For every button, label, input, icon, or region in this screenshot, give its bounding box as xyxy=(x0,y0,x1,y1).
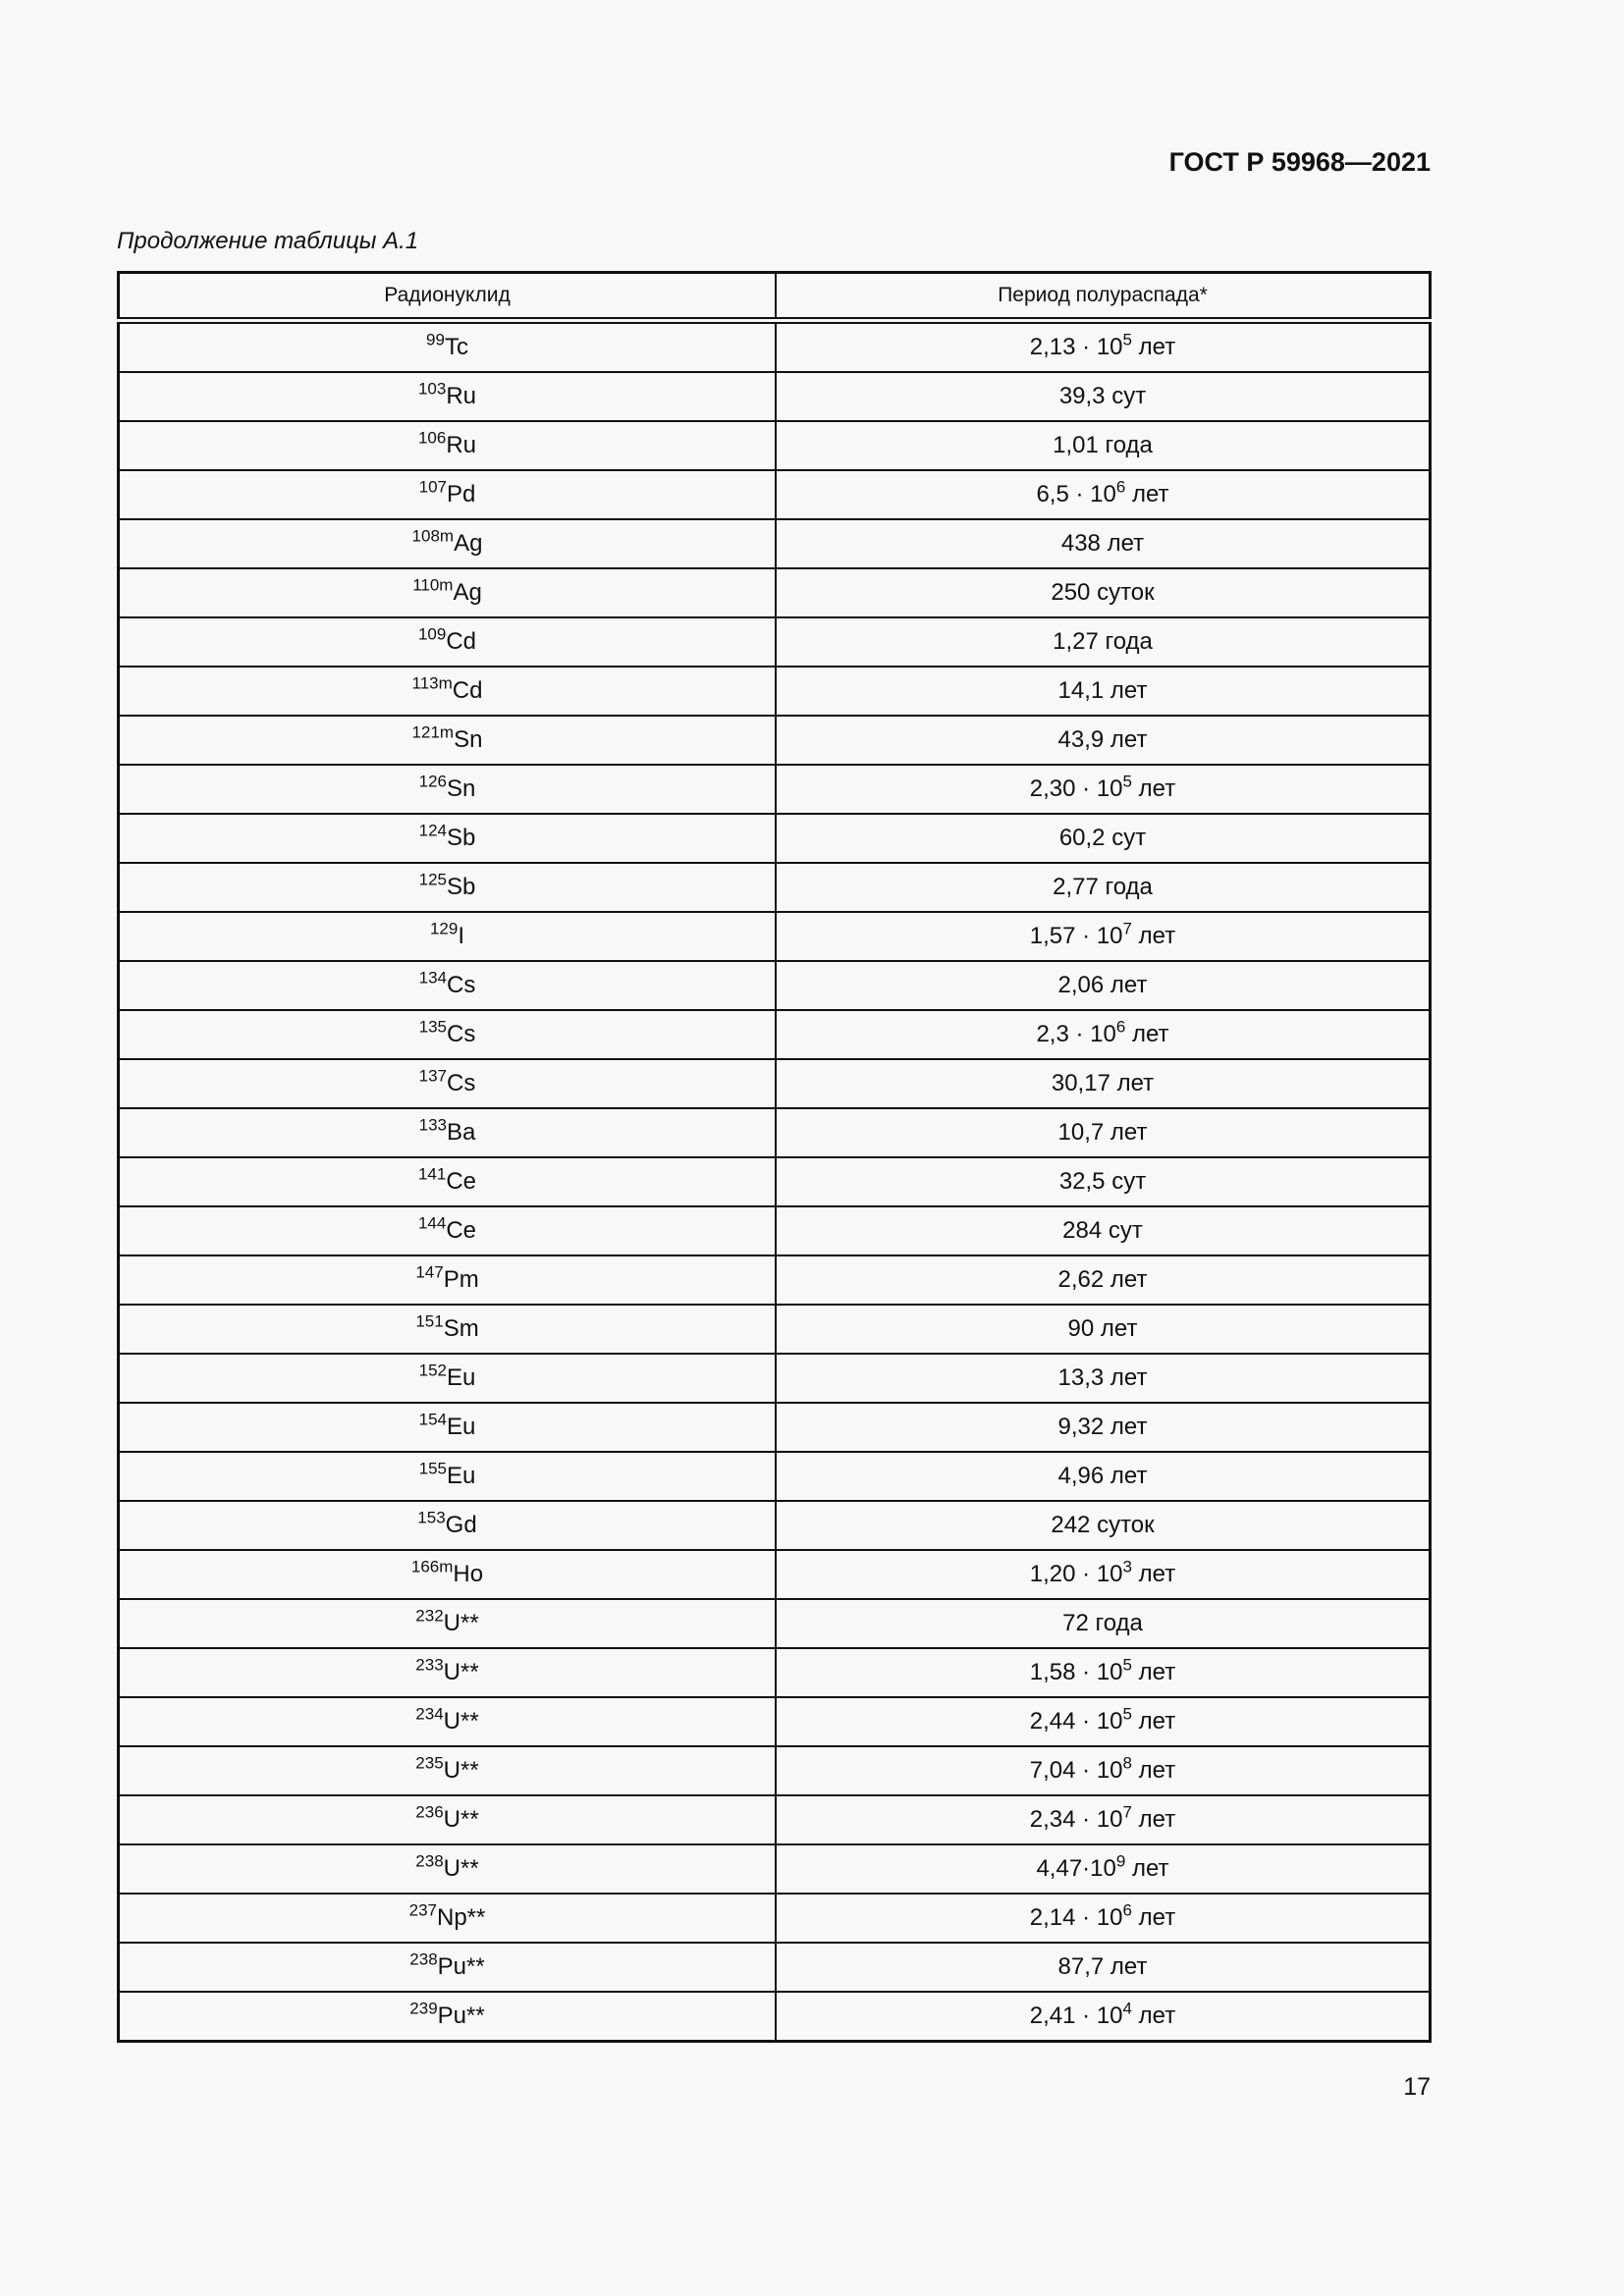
half-life-value: 1,58 · 10 xyxy=(1029,1659,1123,1685)
half-life-cell xyxy=(776,1501,1431,1550)
mass-number: 238 xyxy=(415,1851,444,1871)
element-symbol: Ho xyxy=(453,1561,484,1587)
half-life-value: 2,77 года xyxy=(1053,874,1153,900)
half-life-value: 30,17 лет xyxy=(1051,1070,1155,1096)
exponent: 5 xyxy=(1122,1704,1132,1724)
table-header-row xyxy=(119,273,1431,321)
mass-number: 238 xyxy=(409,1949,438,1969)
half-life-value: 60,2 сут xyxy=(1058,825,1147,851)
table-row xyxy=(119,1746,1431,1795)
table-row xyxy=(119,863,1431,912)
mass-number: 106 xyxy=(417,428,447,448)
unit: лет xyxy=(1125,1855,1169,1882)
half-life-value: 2,06 лет xyxy=(1057,972,1148,998)
half-life-cell xyxy=(776,765,1431,814)
element-symbol: Ce xyxy=(446,1217,477,1244)
element-symbol: Sb xyxy=(447,825,476,851)
radionuclide-cell xyxy=(119,519,777,568)
half-life-cell xyxy=(776,863,1431,912)
half-life-cell xyxy=(776,568,1431,617)
half-life-cell xyxy=(776,372,1431,421)
half-life-value: 438 лет xyxy=(1060,530,1145,557)
unit: лет xyxy=(1131,1904,1176,1931)
mass-number: 151 xyxy=(415,1311,444,1331)
element-symbol: Pu** xyxy=(437,2002,485,2029)
half-life-value: 4,47·10 xyxy=(1036,1855,1116,1882)
half-life-cell xyxy=(776,1550,1431,1599)
half-life-cell xyxy=(776,1059,1431,1108)
radionuclide-cell xyxy=(119,1844,777,1894)
radionuclide-cell xyxy=(119,1108,777,1157)
half-life-value: 242 суток xyxy=(1051,1512,1155,1538)
table-row xyxy=(119,321,1431,373)
element-symbol: Sb xyxy=(447,874,476,900)
mass-number: 234 xyxy=(415,1704,444,1724)
mass-number: 147 xyxy=(415,1262,444,1282)
half-life-cell xyxy=(776,716,1431,765)
half-life-value: 7,04 · 10 xyxy=(1029,1757,1123,1784)
element-symbol: U** xyxy=(443,1659,479,1685)
table-row xyxy=(119,421,1431,470)
mass-number: 135 xyxy=(418,1017,448,1037)
table-row xyxy=(119,1501,1431,1550)
element-symbol: Eu xyxy=(447,1463,476,1489)
mass-number: 113m xyxy=(411,673,453,693)
half-life-cell xyxy=(776,1108,1431,1157)
half-life-value: 2,34 · 10 xyxy=(1029,1806,1123,1833)
exponent: 6 xyxy=(1122,1900,1132,1920)
table-row xyxy=(119,1844,1431,1894)
table-row xyxy=(119,961,1431,1010)
element-symbol: U** xyxy=(443,1855,479,1882)
mass-number: 108m xyxy=(411,526,455,546)
element-symbol: U** xyxy=(443,1806,479,1833)
element-symbol: Cd xyxy=(452,677,483,704)
page-number: 17 xyxy=(1403,2073,1431,2101)
element-symbol: Np** xyxy=(437,1904,486,1931)
table-row xyxy=(119,372,1431,421)
half-life-cell xyxy=(776,1795,1431,1844)
unit: лет xyxy=(1131,2002,1176,2029)
element-symbol: Ba xyxy=(447,1119,476,1146)
half-life-value: 43,9 лет xyxy=(1057,726,1148,753)
table-row xyxy=(119,1795,1431,1844)
half-life-value: 1,57 · 10 xyxy=(1029,923,1123,949)
table-row xyxy=(119,1452,1431,1501)
mass-number: 110m xyxy=(412,575,454,595)
table-row xyxy=(119,1599,1431,1648)
mass-number: 239 xyxy=(409,1999,438,2018)
element-symbol: Ru xyxy=(446,432,477,458)
half-life-cell xyxy=(776,1943,1431,1992)
half-life-value: 87,7 лет xyxy=(1057,1953,1148,1980)
unit: лет xyxy=(1131,334,1176,360)
half-life-value: 90 лет xyxy=(1067,1315,1138,1342)
table-row xyxy=(119,1010,1431,1059)
unit: лет xyxy=(1131,923,1176,949)
radionuclide-cell xyxy=(119,1452,777,1501)
table-row xyxy=(119,716,1431,765)
half-life-cell xyxy=(776,1354,1431,1403)
mass-number: 144 xyxy=(417,1213,447,1233)
radionuclide-cell xyxy=(119,667,777,716)
column-header-half-life: Период полураспада* xyxy=(776,273,1431,321)
radionuclide-cell xyxy=(119,1501,777,1550)
element-symbol: Ru xyxy=(446,383,477,409)
half-life-value: 10,7 лет xyxy=(1057,1119,1148,1146)
mass-number: 233 xyxy=(415,1655,444,1675)
half-life-value: 2,30 · 10 xyxy=(1029,775,1123,802)
half-life-cell xyxy=(776,1599,1431,1648)
mass-number: 121m xyxy=(411,722,455,742)
half-life-cell xyxy=(776,1894,1431,1943)
exponent: 5 xyxy=(1122,330,1132,349)
element-symbol: Pu** xyxy=(437,1953,485,1980)
radionuclide-cell xyxy=(119,421,777,470)
half-life-value: 1,27 года xyxy=(1053,628,1153,655)
table-row xyxy=(119,568,1431,617)
table-row xyxy=(119,617,1431,667)
half-life-value: 1,01 года xyxy=(1053,432,1153,458)
half-life-cell xyxy=(776,1992,1431,2042)
element-symbol: Sn xyxy=(454,726,483,753)
half-life-cell xyxy=(776,421,1431,470)
exponent: 3 xyxy=(1122,1557,1132,1576)
radionuclide-cell xyxy=(119,1648,777,1697)
radionuclide-cell xyxy=(119,1746,777,1795)
radionuclide-cell xyxy=(119,1059,777,1108)
half-life-value: 2,3 · 10 xyxy=(1036,1021,1116,1047)
mass-number: 236 xyxy=(415,1802,444,1822)
radionuclide-cell xyxy=(119,1255,777,1305)
radionuclide-cell xyxy=(119,1206,777,1255)
mass-number: 125 xyxy=(418,870,447,889)
radionuclide-cell xyxy=(119,1157,777,1206)
mass-number: 155 xyxy=(418,1459,447,1478)
element-symbol: U** xyxy=(443,1610,479,1636)
mass-number: 235 xyxy=(415,1753,444,1773)
table-row xyxy=(119,1206,1431,1255)
table-row xyxy=(119,1354,1431,1403)
table-row xyxy=(119,1992,1431,2042)
element-symbol: Tc xyxy=(444,334,468,360)
exponent: 6 xyxy=(1115,1017,1126,1037)
element-symbol: Ag xyxy=(454,530,483,557)
half-life-cell xyxy=(776,912,1431,961)
table-row xyxy=(119,814,1431,863)
table-row xyxy=(119,1157,1431,1206)
radionuclide-cell xyxy=(119,372,777,421)
half-life-value: 14,1 лет xyxy=(1057,677,1148,704)
radionuclide-cell xyxy=(119,568,777,617)
radionuclide-cell xyxy=(119,912,777,961)
mass-number: 237 xyxy=(408,1900,437,1920)
mass-number: 232 xyxy=(415,1606,444,1626)
half-life-value: 2,62 лет xyxy=(1057,1266,1148,1293)
unit: лет xyxy=(1131,1757,1176,1784)
half-life-cell xyxy=(776,470,1431,519)
table-row xyxy=(119,1255,1431,1305)
mass-number: 124 xyxy=(418,821,447,840)
element-symbol: U** xyxy=(443,1757,479,1784)
half-life-cell xyxy=(776,321,1431,373)
mass-number: 107 xyxy=(418,477,447,497)
half-life-value: 6,5 · 10 xyxy=(1036,481,1116,507)
mass-number: 166m xyxy=(410,1557,454,1576)
radionuclide-cell xyxy=(119,1354,777,1403)
element-symbol: Cs xyxy=(447,1070,476,1096)
radionuclide-cell xyxy=(119,814,777,863)
element-symbol: Cs xyxy=(447,1021,476,1047)
exponent: 6 xyxy=(1115,477,1126,497)
radionuclide-cell xyxy=(119,321,777,373)
table-row xyxy=(119,1943,1431,1992)
exponent: 7 xyxy=(1122,919,1132,938)
radionuclide-cell xyxy=(119,1992,777,2042)
radionuclide-cell xyxy=(119,863,777,912)
element-symbol: U** xyxy=(443,1708,479,1735)
exponent: 5 xyxy=(1122,772,1132,791)
radionuclide-cell xyxy=(119,716,777,765)
half-life-cell xyxy=(776,1648,1431,1697)
table-row xyxy=(119,1550,1431,1599)
table-row xyxy=(119,1059,1431,1108)
document-code: ГОСТ Р 59968—2021 xyxy=(1168,147,1431,177)
half-life-value: 284 сут xyxy=(1062,1217,1143,1244)
half-life-table xyxy=(117,271,1432,2043)
half-life-cell xyxy=(776,1452,1431,1501)
unit: лет xyxy=(1131,1806,1176,1833)
element-symbol: Sn xyxy=(447,775,476,802)
half-life-cell xyxy=(776,1844,1431,1894)
table-caption: Продолжение таблицы А.1 xyxy=(117,228,419,254)
half-life-cell xyxy=(776,1403,1431,1452)
radionuclide-cell xyxy=(119,1550,777,1599)
half-life-value: 2,13 · 10 xyxy=(1029,334,1123,360)
element-symbol: Pd xyxy=(447,481,476,507)
radionuclide-cell xyxy=(119,1403,777,1452)
table-row xyxy=(119,912,1431,961)
mass-number: 99 xyxy=(426,330,445,349)
unit: лет xyxy=(1131,1659,1176,1685)
radionuclide-cell xyxy=(119,1599,777,1648)
mass-number: 137 xyxy=(418,1066,448,1086)
radionuclide-cell xyxy=(119,1010,777,1059)
column-header-radionuclide: Радионуклид xyxy=(119,273,777,321)
half-life-value: 39,3 сут xyxy=(1058,383,1147,409)
mass-number: 152 xyxy=(418,1361,447,1380)
half-life-value: 2,41 · 10 xyxy=(1029,2002,1123,2029)
element-symbol: Eu xyxy=(447,1364,476,1391)
exponent: 5 xyxy=(1122,1655,1132,1675)
mass-number: 129 xyxy=(429,919,459,938)
radionuclide-cell xyxy=(119,765,777,814)
element-symbol: Sm xyxy=(443,1315,479,1342)
half-life-value: 2,14 · 10 xyxy=(1029,1904,1123,1931)
element-symbol: Pm xyxy=(443,1266,479,1293)
half-life-cell xyxy=(776,1255,1431,1305)
radionuclide-cell xyxy=(119,617,777,667)
half-life-cell xyxy=(776,667,1431,716)
table-row xyxy=(119,470,1431,519)
mass-number: 133 xyxy=(418,1115,447,1135)
unit: лет xyxy=(1125,1021,1169,1047)
half-life-cell xyxy=(776,617,1431,667)
mass-number: 126 xyxy=(418,772,447,791)
element-symbol: Ce xyxy=(446,1168,477,1195)
element-symbol: Ag xyxy=(453,579,482,606)
exponent: 9 xyxy=(1115,1851,1126,1871)
unit: лет xyxy=(1125,481,1169,507)
half-life-cell xyxy=(776,1746,1431,1795)
table-row xyxy=(119,1305,1431,1354)
half-life-value: 250 суток xyxy=(1051,579,1155,606)
table-row xyxy=(119,1648,1431,1697)
element-symbol: Cd xyxy=(446,628,477,655)
element-symbol: Gd xyxy=(445,1512,477,1538)
exponent: 7 xyxy=(1122,1802,1132,1822)
radionuclide-cell xyxy=(119,470,777,519)
half-life-value: 4,96 лет xyxy=(1057,1463,1148,1489)
half-life-cell xyxy=(776,1206,1431,1255)
half-life-value: 2,44 · 10 xyxy=(1029,1708,1123,1735)
half-life-cell xyxy=(776,1305,1431,1354)
radionuclide-cell xyxy=(119,961,777,1010)
table-row xyxy=(119,765,1431,814)
unit: лет xyxy=(1131,1708,1176,1735)
mass-number: 103 xyxy=(417,379,447,399)
half-life-value: 72 года xyxy=(1062,1610,1143,1636)
radionuclide-cell xyxy=(119,1894,777,1943)
table-row xyxy=(119,1697,1431,1746)
table-row xyxy=(119,519,1431,568)
mass-number: 153 xyxy=(417,1508,446,1527)
element-symbol: I xyxy=(458,923,465,949)
half-life-value: 9,32 лет xyxy=(1057,1414,1148,1440)
half-life-value: 1,20 · 10 xyxy=(1029,1561,1123,1587)
mass-number: 141 xyxy=(417,1164,447,1184)
element-symbol: Eu xyxy=(447,1414,476,1440)
half-life-cell xyxy=(776,1157,1431,1206)
element-symbol: Cs xyxy=(447,972,476,998)
mass-number: 134 xyxy=(418,968,448,988)
exponent: 4 xyxy=(1122,1999,1132,2018)
exponent: 8 xyxy=(1122,1753,1132,1773)
mass-number: 154 xyxy=(418,1410,447,1429)
unit: лет xyxy=(1131,775,1176,802)
mass-number: 109 xyxy=(417,624,447,644)
table-row xyxy=(119,1403,1431,1452)
unit: лет xyxy=(1131,1561,1176,1587)
half-life-cell xyxy=(776,1697,1431,1746)
half-life-cell xyxy=(776,961,1431,1010)
half-life-value: 13,3 лет xyxy=(1057,1364,1148,1391)
radionuclide-cell xyxy=(119,1943,777,1992)
radionuclide-cell xyxy=(119,1305,777,1354)
half-life-cell xyxy=(776,814,1431,863)
half-life-cell xyxy=(776,1010,1431,1059)
radionuclide-cell xyxy=(119,1795,777,1844)
table-row xyxy=(119,1894,1431,1943)
half-life-cell xyxy=(776,519,1431,568)
table-row xyxy=(119,1108,1431,1157)
table-row xyxy=(119,667,1431,716)
half-life-value: 32,5 сут xyxy=(1058,1168,1147,1195)
radionuclide-cell xyxy=(119,1697,777,1746)
